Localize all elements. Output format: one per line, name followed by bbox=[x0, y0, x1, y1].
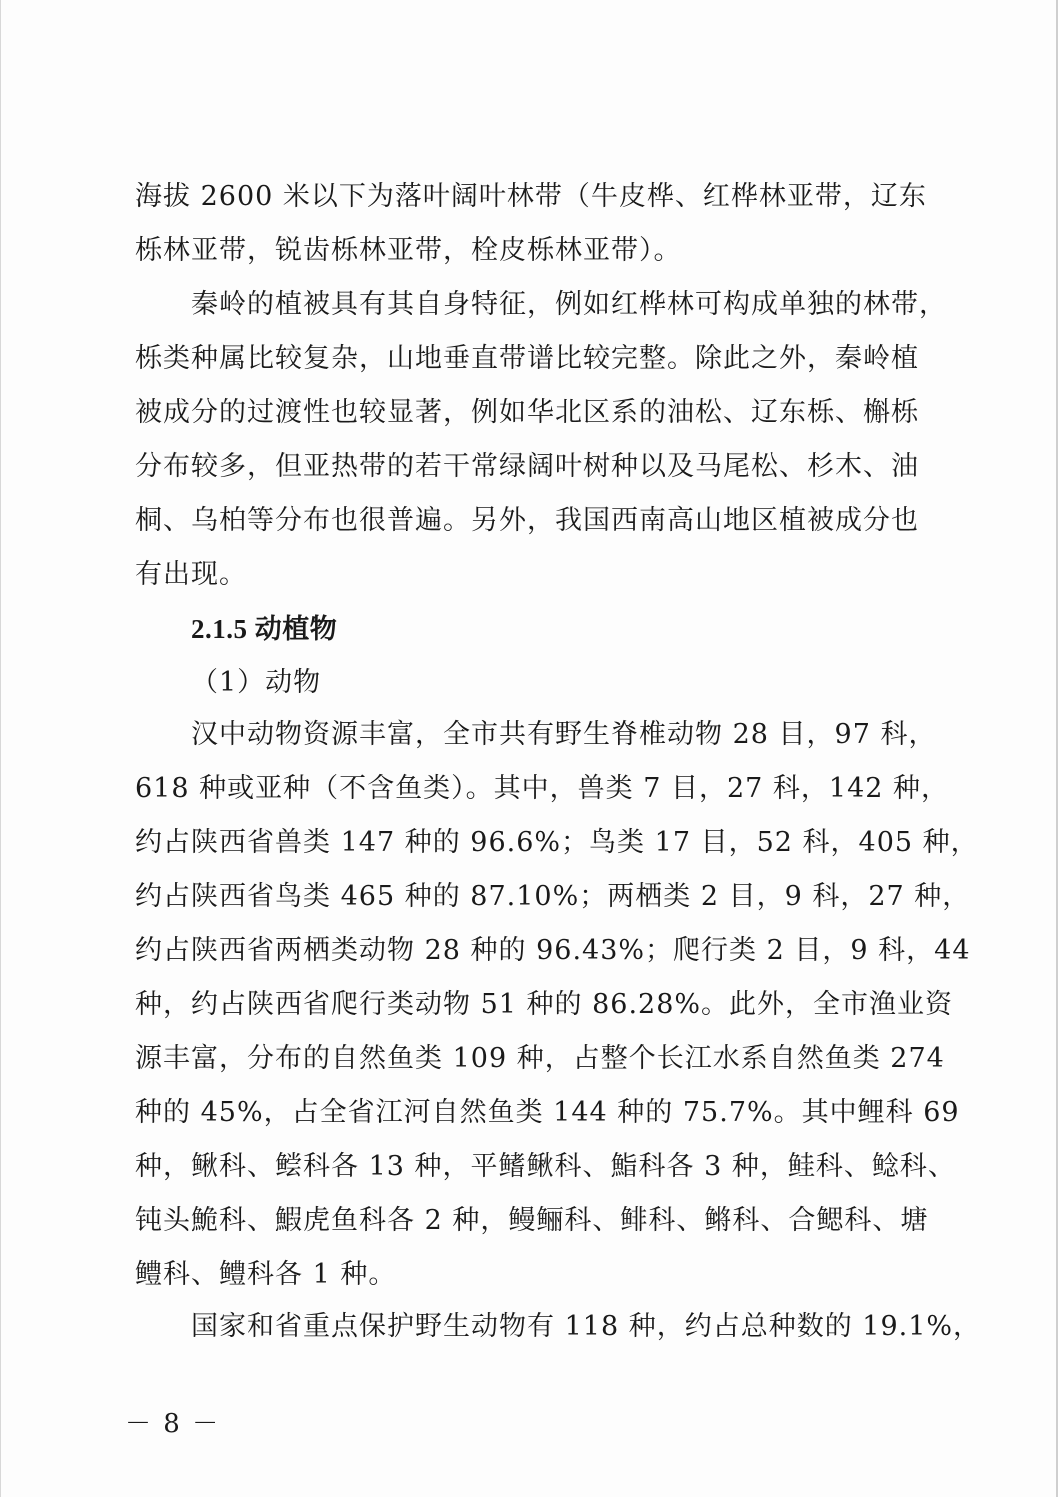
paragraph-line: 种，鳅科、鲿科各 13 种，平鳍鳅科、鮨科各 3 种，鲑科、鲶科、 bbox=[135, 1151, 956, 1182]
paragraph-line: 国家和省重点保护野生动物有 118 种，约占总种数的 19.1%， bbox=[191, 1311, 982, 1342]
section-heading: 2.1.5 动植物 bbox=[191, 614, 338, 644]
paragraph-line: 栎类种属比较复杂，山地垂直带谱比较完整。除此之外，秦岭植 bbox=[135, 343, 919, 374]
paragraph-line: 栎林亚带，锐齿栎林亚带，栓皮栎林亚带）。 bbox=[135, 235, 682, 266]
paragraph-line: 种的 45%，占全省江河自然鱼类 144 种的 75.7%。其中鲤科 69 bbox=[135, 1097, 960, 1128]
paragraph-line: 汉中动物资源丰富，全市共有野生脊椎动物 28 目，97 科， bbox=[191, 719, 937, 750]
paragraph-line: 鳢科、鳢科各 1 种。 bbox=[135, 1259, 397, 1290]
paragraph-line: 约占陕西省两栖类动物 28 种的 96.43%；爬行类 2 目，9 科，44 bbox=[135, 935, 971, 966]
paragraph-line: 钝头鮠科、鰕虎鱼科各 2 种，鳗鲡科、鲱科、鳉科、合鳃科、塘 bbox=[135, 1205, 929, 1236]
paragraph-line: 源丰富，分布的自然鱼类 109 种，占整个长江水系自然鱼类 274 bbox=[135, 1043, 945, 1074]
paragraph-line: 618 种或亚种（不含鱼类）。其中，兽类 7 目，27 科，142 种， bbox=[135, 773, 950, 804]
paragraph-line: 桐、乌柏等分布也很普遍。另外，我国西南高山地区植被成分也 bbox=[135, 505, 919, 536]
subsection-heading: （1）动物 bbox=[191, 667, 322, 698]
paragraph-line: 被成分的过渡性也较显著，例如华北区系的油松、辽东栎、槲栎 bbox=[135, 397, 919, 428]
paragraph-line: 秦岭的植被具有其自身特征，例如红桦林可构成单独的林带， bbox=[191, 289, 947, 320]
paragraph-line: 有出现。 bbox=[135, 559, 247, 590]
paragraph-line: 约占陕西省兽类 147 种的 96.6%；鸟类 17 目，52 科，405 种， bbox=[135, 827, 979, 858]
paragraph-line: 种，约占陕西省爬行类动物 51 种的 86.28%。此外，全市渔业资 bbox=[135, 989, 954, 1020]
paragraph-line: 分布较多，但亚热带的若干常绿阔叶树种以及马尾松、杉木、油 bbox=[135, 451, 919, 482]
paragraph-line: 海拔 2600 米以下为落叶阔叶林带（牛皮桦、红桦林亚带，辽东 bbox=[135, 181, 927, 212]
page-number: － 8 － bbox=[125, 1409, 221, 1439]
paragraph-line: 约占陕西省鸟类 465 种的 87.10%；两栖类 2 目，9 科，27 种， bbox=[135, 881, 971, 912]
